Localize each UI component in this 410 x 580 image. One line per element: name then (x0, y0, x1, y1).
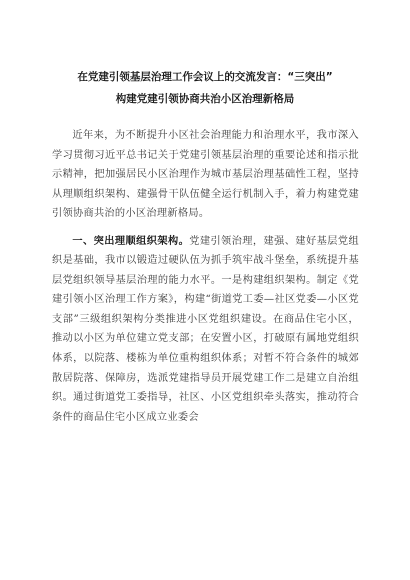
intro-paragraph: 近年来，为不断提升小区社会治理能力和治理水平，我市深入学习贯彻习近平总书记关于党建引领基层治理的重要论述和指示批示精神，把加强居民小区治理作为城市基层治理基础性工程，坚持从理顺组织架构、建强骨干队伍健全运行机制入手，着力构建党建引领协商共治的小区治理新格局。 (52, 130, 359, 220)
section-paragraph (52, 232, 359, 427)
document-body (52, 126, 359, 427)
section-text: 党建引领治理，建强、建好基层党组织是基础，我市以锻造过硬队伍为抓手筑牢战斗堡垒，系统提升基层党组织领导基层治理的能力水平。一是构建组织架构。制定《党建引领小区治理工作方案》，构建“街道党工委—社区党委—小区党支部”三级组织架构分类推进小区党组织建设。在商品住宅小区，推动以小区为单位建立党支部；在安置小区，打破原有属地党组织体系，以院落、楼栋为单位重构组织体系；对暂不符合条件的城郊散居院落、保障房，选派党建指导员开展党建工作二是建立自治组织。通过街道党工委指导，社区、小区党组织牵头落实，推动符合条件的商品住宅小区成立业委会 (52, 235, 359, 423)
document-title-line-1: 在党建引领基层治理工作会议上的交流发言：“三突出” (77, 71, 333, 83)
document-title-line-2: 构建党建引领协商共治小区治理新格局 (115, 93, 295, 105)
section-heading: 一、突出理顺组织架构。 (72, 235, 190, 247)
